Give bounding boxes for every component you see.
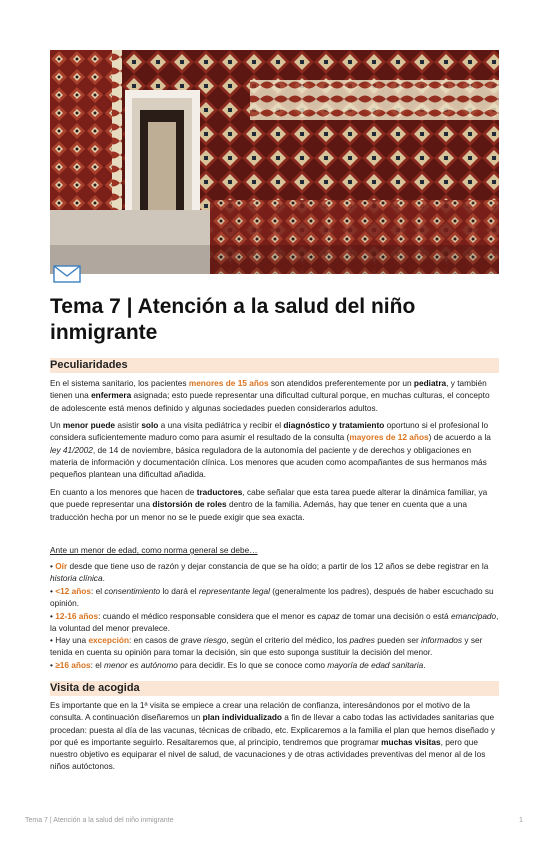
page-title: Tema 7 | Atención a la salud del niño inmigrante (50, 295, 416, 344)
footer-title: Tema 7 | Atención a la salud del niño inmigrante (25, 817, 174, 824)
paragraph-3: En cuanto a los menores que hacen de traductores, cabe señalar que esta tarea puede alterar la dinámica familiar, ya que puede representar una distorsión de roles dentro de la familia. Además, hay que tener en cuenta que a una traducción hecha por un menor no se le puede exigir que sea exacta. (50, 487, 488, 522)
list-item: • <12 años: el consentimiento lo dará el representante legal (generalmente los padres), después de haber escuchado su opinión. (50, 586, 494, 609)
list-item: • 12-16 años: cuando el médico responsable considera que el menor es capaz de tomar una decisión o está emancipado, la voluntad del menor prevalece. (50, 611, 499, 634)
envelope-icon (53, 265, 81, 283)
hero-image (50, 50, 499, 274)
list-item: • Oír desde que tiene uso de razón y dejar constancia de que se ha oído; a partir de los 12 años se debe registrar en la historia clínica. (50, 561, 489, 584)
paragraph-1: En el sistema sanitario, los pacientes menores de 15 años son atendidos preferentemente por un pediatra, y también tienen una enfermera asignada; esto puede representar una dificultad cultural porque, en muchas culturas, el concepto de adolescente está menos definido y algunas sociedades pueden considerarlos adultos. (50, 378, 490, 413)
list-item: • Hay una excepción: en casos de grave riesgo, según el criterio del médico, los padres pueden ser informados y ser tenida en cuenta su opinión para tomar la decisión, sin que esto suponga sustituir la decisión del menor. (50, 635, 483, 658)
section-heading-peculiaridades (50, 358, 499, 373)
section-heading-text: Peculiaridades (50, 359, 128, 371)
section-heading-text: Visita de acogida (50, 682, 140, 694)
paragraph-4: Es importante que en la 1ª visita se empiece a crear una relación de confianza, interesándonos por el motivo de la consulta. A continuación diseñaremos un plan individualizado a fin de llevar a cabo todas las actividades sanitarias que procedan: puesta al día de las vacunas, técnicas de cribado, etc. Explicaremos a la familia el plan que hemos diseñado y por qué es importante seguirlo. Resaltaremos que, al principio, tendremos que programar muchas visitas, pero que nuestro objetivo es equiparar el nivel de salud, de vacunaciones y de otras actividades preventivas del menor al de los niños autóctonos. (50, 700, 496, 772)
list-intro: Ante un menor de edad, como norma general se debe… (50, 545, 258, 555)
paragraph-2: Un menor puede asistir solo a una visita pediátrica y recibir el diagnóstico y tratamiento oportuno si el profesional lo considera suficientemente maduro como para asumir el resultado de la consulta (mayores de 12 años) de acuerdo a la ley 41/2002, de 14 de noviembre, básica reguladora de la autonomía del paciente y de derechos y obligaciones en materia de información y documentación clínica. Los menores que acuden como acompañantes de sus hermanos más pequeños plantean una dificultad añadida. (50, 420, 491, 480)
section-heading-visita-de-acogida (50, 681, 499, 696)
page-number: 1 (519, 817, 523, 824)
list-item: • ≥16 años: el menor es autónomo para decidir. Es lo que se conoce como mayoría de edad sanitaria. (50, 660, 426, 670)
